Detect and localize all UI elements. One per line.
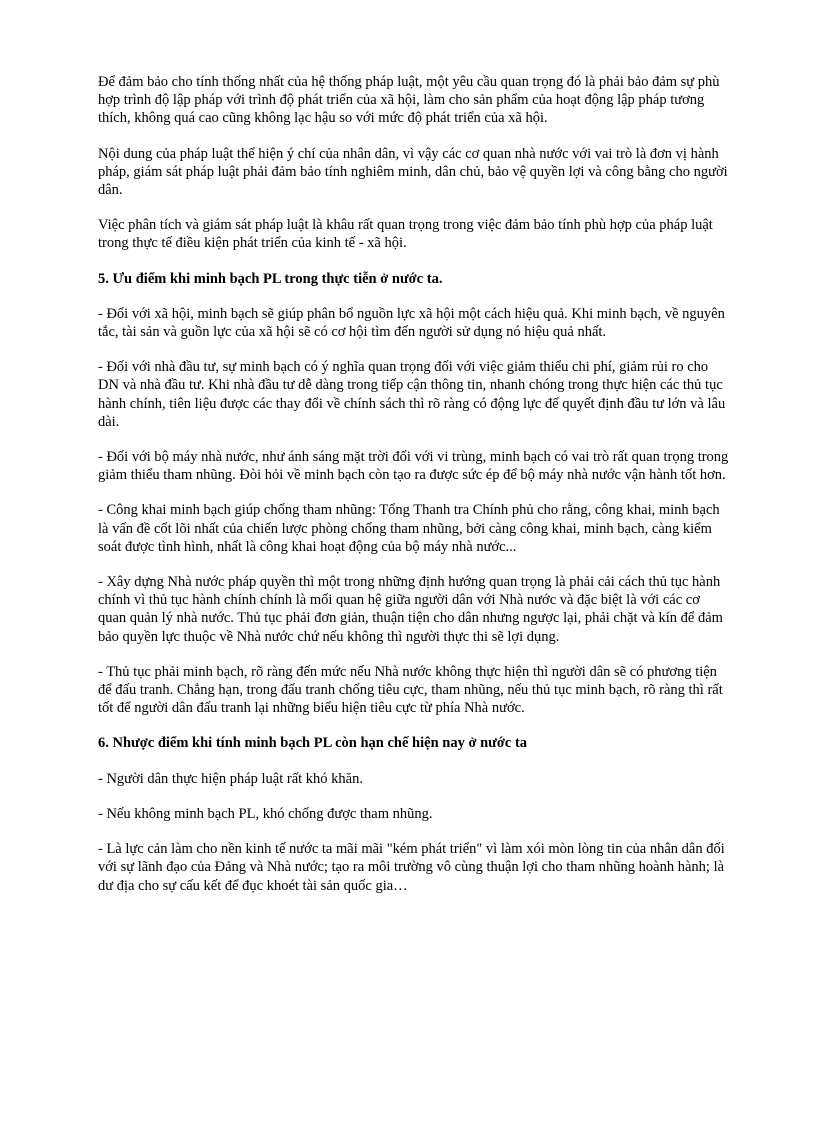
document-page	[98, 73, 730, 912]
intro-paragraph-3: Việc phân tích và giám sát pháp luật là khâu rất quan trọng trong việc đảm bảo tính phù hợp của pháp luật trong thực tế điều kiện phát triển của kinh tế - xã hội.	[98, 217, 713, 252]
section-6-heading: 6. Nhược điểm khi tính minh bạch PL còn hạn chế hiện nay ở nước ta	[98, 735, 528, 752]
section-5-paragraph-5: - Xây dựng Nhà nước pháp quyền thì một trong những định hướng quan trọng là phải cải cách thủ tục hành chính vì thủ tục hành chính chính là mối quan hệ giữa người dân với Nhà nước và đặc biệt là với các cơ quan quản lý nhà nước. Thủ tục phải đơn giản, thuận tiện cho dân nhưng ngược lại, phải chặt và kín để đảm bảo quyền lực thuộc về Nhà nước chứ nếu không thì người thực thi sẽ lợi dụng.	[98, 574, 723, 645]
section-6-paragraph-3: - Là lực cản làm cho nền kinh tế nước ta mãi mãi "kém phát triển" vì làm xói mòn lòng tin của nhân dân đối với sự lãnh đạo của Đảng và Nhà nước; tạo ra môi trường vô cùng thuận lợi cho tham nhũng hoành hành; là dư địa cho sự cấu kết để đục khoét tài sản quốc gia…	[98, 841, 725, 894]
intro-paragraph-2: Nội dung của pháp luật thể hiện ý chí của nhân dân, vì vậy các cơ quan nhà nước với vai trò là đơn vị hành pháp, giám sát pháp luật phải đảm bảo tính nghiêm minh, dân chủ, bảo vệ quyền lợi và công bằng cho người dân.	[98, 145, 728, 199]
section-6-paragraph-2: - Nếu không minh bạch PL, khó chống được tham nhũng.	[98, 805, 433, 822]
section-5-paragraph-4: - Công khai minh bạch giúp chống tham nhũng: Tổng Thanh tra Chính phủ cho rằng, công khai, minh bạch là vấn đề cốt lõi nhất của chiến lược phòng chống tham nhũng, bởi càng công khai, minh bạch, càng kiểm soát được tình hình, nhất là công khai hoạt động của bộ máy nhà nước...	[98, 502, 720, 555]
section-5-paragraph-6: - Thủ tục phải minh bạch, rõ ràng đến mức nếu Nhà nước không thực hiện thì người dân sẽ có phương tiện để đấu tranh. Chẳng hạn, trong đấu tranh chống tiêu cực, tham nhũng, nếu thủ tục minh bạch, rõ ràng thì rất tốt để người dân đấu tranh lại những biểu hiện tiêu cực từ phía Nhà nước.	[98, 663, 723, 717]
section-5-heading: 5. Ưu điểm khi minh bạch PL trong thực tiễn ở nước ta.	[98, 270, 443, 287]
section-5-paragraph-2: - Đối với nhà đầu tư, sự minh bạch có ý nghĩa quan trọng đối với việc giảm thiểu chi phí, giảm rủi ro cho DN và nhà đầu tư. Khi nhà đầu tư dễ dàng trong tiếp cận thông tin, nhanh chóng trong thực hiện các thủ tục hành chính, tiên liệu được các thay đổi về chính sách thì rõ ràng có động lực để quyết định đầu tư lớn và lâu dài.	[98, 359, 726, 430]
section-5-paragraph-3: - Đối với bộ máy nhà nước, như ánh sáng mặt trời đối với vi trùng, minh bạch có vai trò rất quan trọng trong giảm thiểu tham nhũng. Đòi hỏi về minh bạch còn tạo ra được sức ép để bộ máy nhà nước vận hành tốt hơn.	[98, 449, 729, 484]
intro-paragraph-1: Để đảm bảo cho tính thống nhất của hệ thống pháp luật, một yêu cầu quan trọng đó là phải bảo đảm sự phù hợp trình độ lập pháp với trình độ phát triển của xã hội, làm cho sản phẩm của hoạt động lập pháp tương thích, không quá cao cũng không lạc hậu so với mức độ phát triển của xã hội.	[98, 74, 720, 127]
section-6-paragraph-1: - Người dân thực hiện pháp luật rất khó khăn.	[98, 770, 363, 787]
section-5-paragraph-1: - Đối với xã hội, minh bạch sẽ giúp phân bổ nguồn lực xã hội một cách hiệu quả. Khi minh bạch, về nguyên tắc, tài sản và guồn lực của xã hội sẽ có cơ hội tìm đến người sử dụng nó hiệu quả nhất.	[98, 305, 725, 341]
